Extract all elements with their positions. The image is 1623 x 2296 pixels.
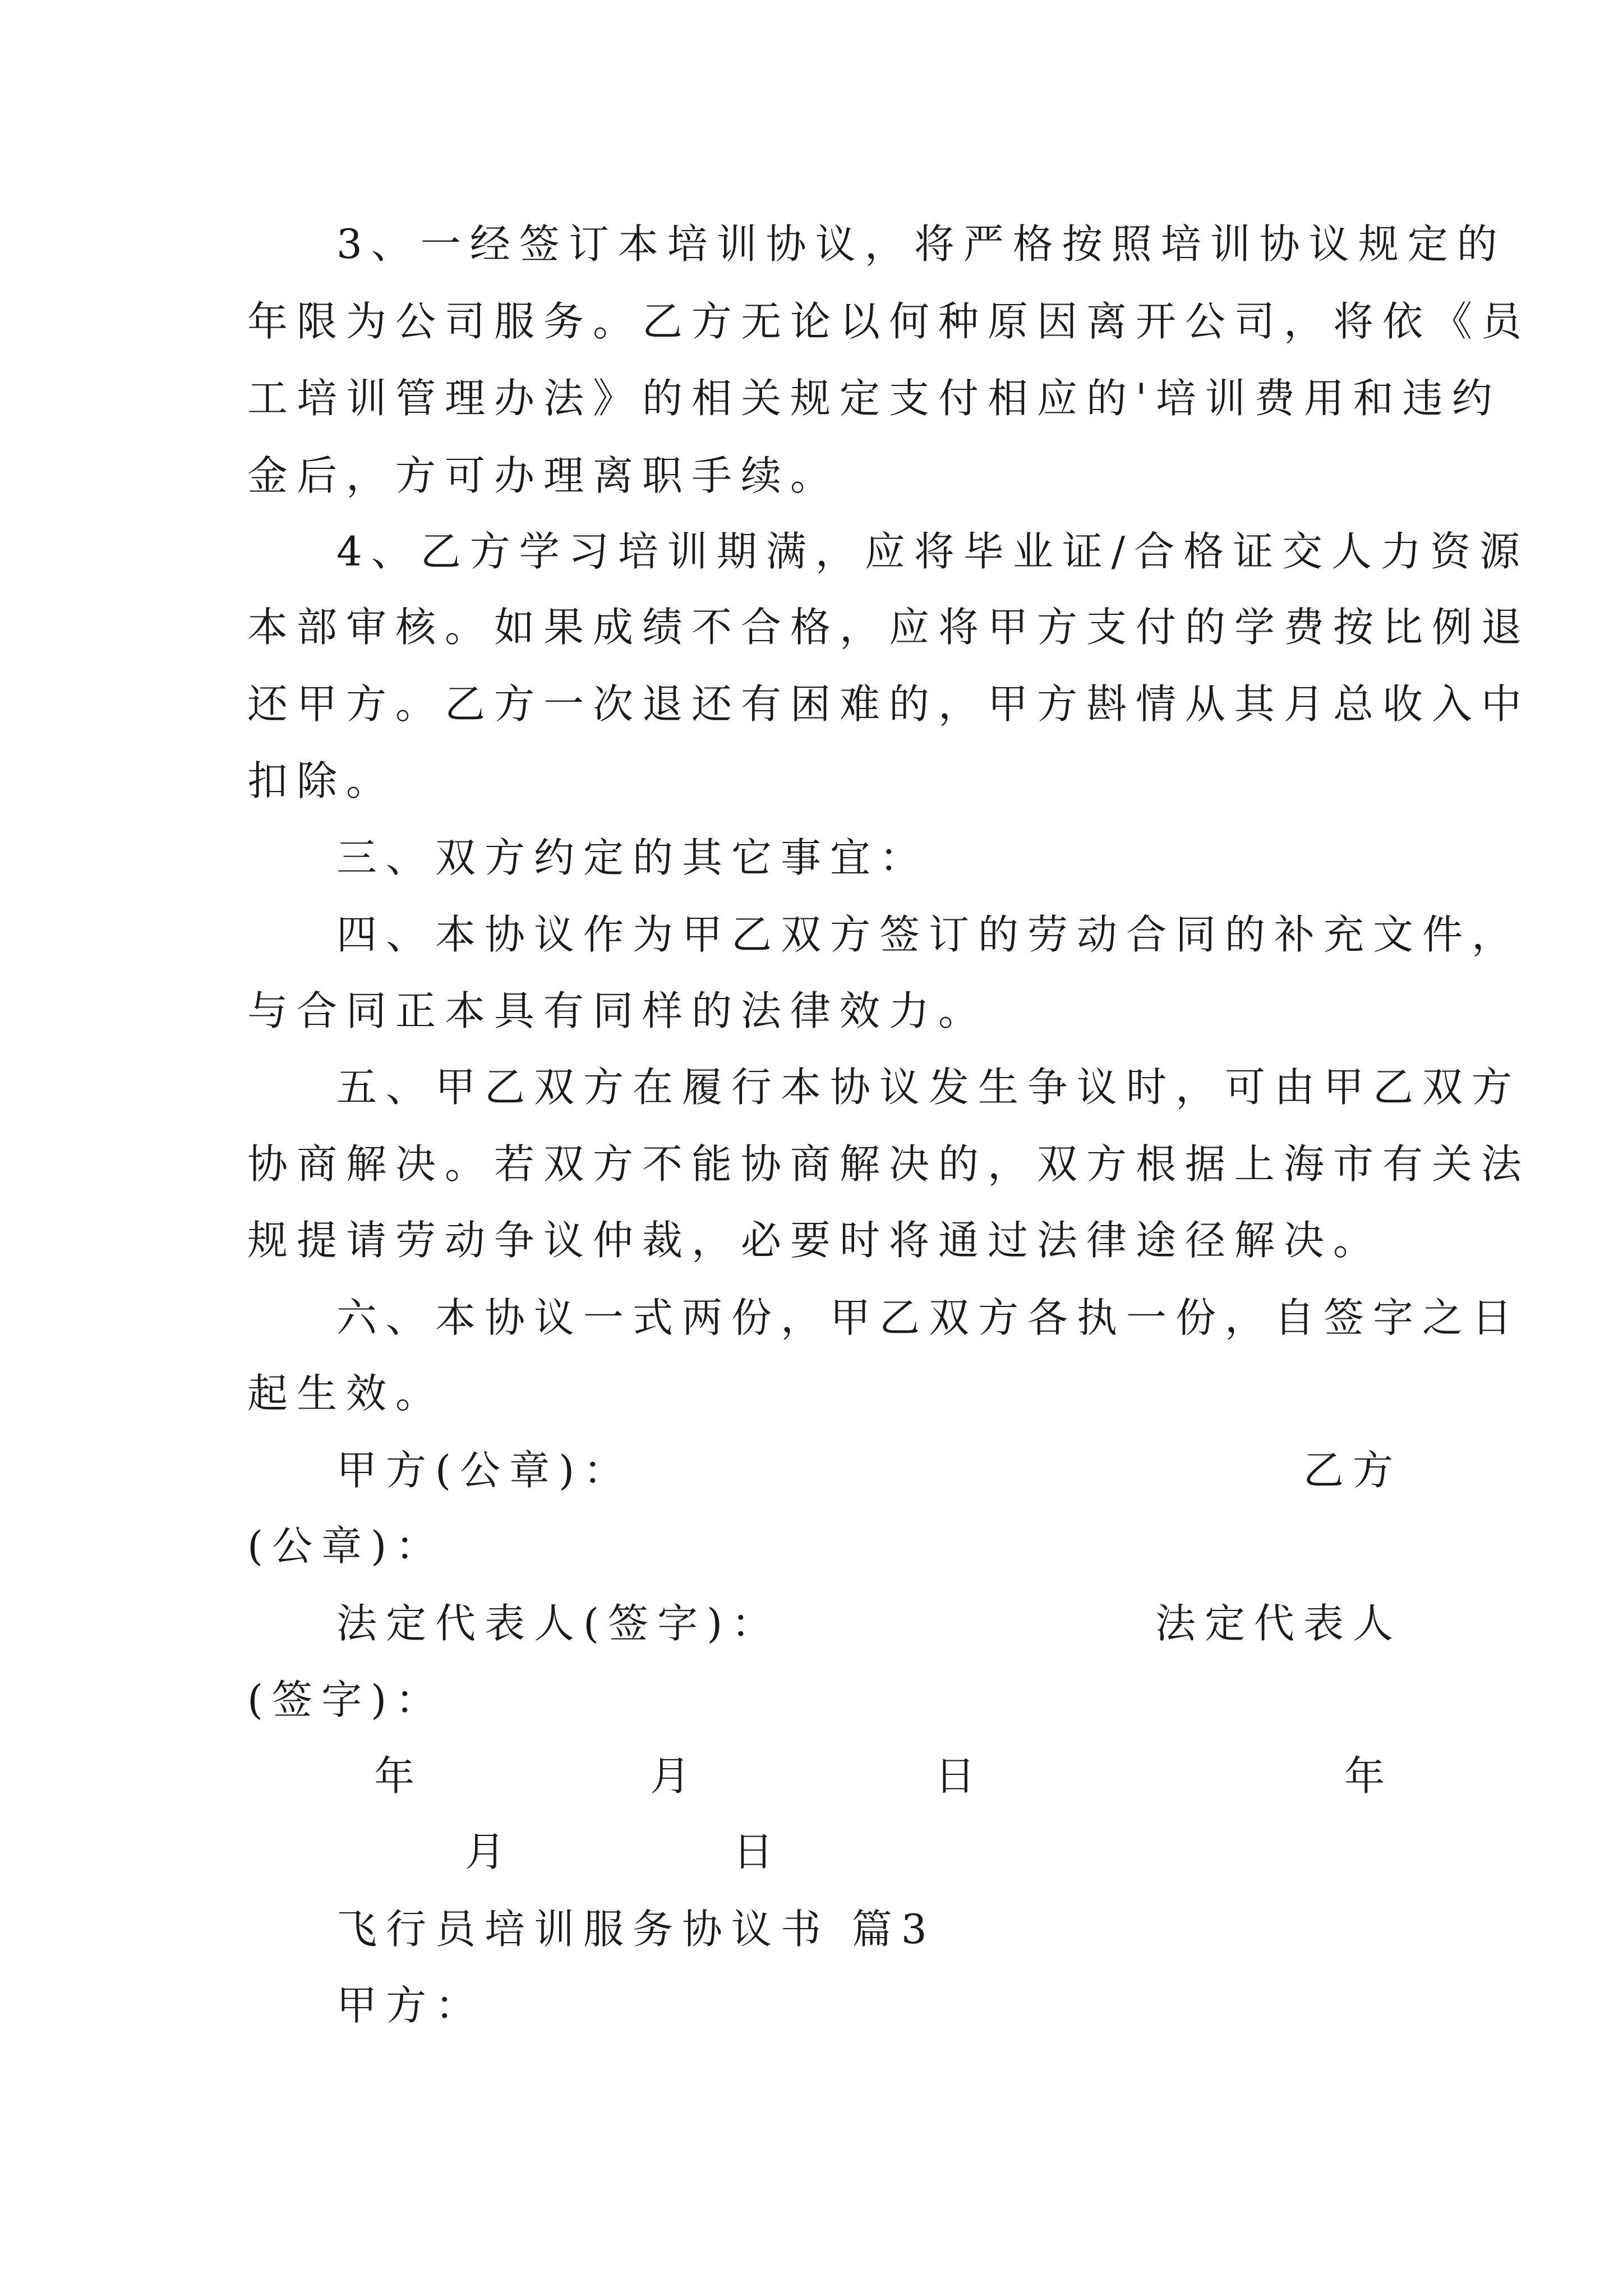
seal-row: [336, 1445, 1402, 1496]
clause-3-line-4: 金后，方可办理离职手续。: [247, 452, 840, 499]
section-5-line-1: 五、甲乙双方在履行本协议发生争议时，可由甲乙双方: [336, 1064, 1521, 1111]
clause-4-line-4: 扣除。: [247, 757, 396, 804]
clause-3-line-3: 工培训管理办法》的相关规定支付相应的'培训费用和违约: [247, 375, 1501, 422]
date-a-month: 月: [650, 1752, 700, 1800]
party-b-rep-label: 法定代表人: [1155, 1600, 1402, 1647]
clause-4-line-2: 本部审核。如果成绩不合格，应将甲方支付的学费按比例退: [247, 604, 1531, 651]
party-a-seal-label: 甲方(公章)：: [336, 1447, 633, 1494]
date-b-day: 日: [733, 1828, 783, 1875]
next-section-party-a: 甲方：: [336, 1982, 485, 2029]
section-3-heading: 三、双方约定的其它事宜：: [336, 834, 929, 881]
representative-row: [336, 1598, 1402, 1649]
party-b-seal-label: 乙方: [1303, 1447, 1402, 1494]
section-5-line-3: 规提请劳动争议仲裁，必要时将通过法律途径解决。: [247, 1217, 1383, 1264]
date-b-year: 年: [1344, 1752, 1394, 1800]
section-6-line-2: 起生效。: [247, 1370, 445, 1417]
clause-4-line-3: 还甲方。乙方一次退还有困难的，甲方斟情从其月总收入中: [247, 680, 1531, 728]
date-a-year: 年: [374, 1752, 424, 1800]
clause-4-line-1: 4、乙方学习培训期满，应将毕业证/合格证交人力资源: [336, 528, 1529, 575]
party-b-seal-label-cont: (公章)：: [247, 1522, 445, 1570]
section-6-line-1: 六、本协议一式两份，甲乙双方各执一份，自签字之日: [336, 1294, 1521, 1341]
section-4-line-1: 四、本协议作为甲乙双方签订的劳动合同的补充文件，: [336, 911, 1521, 958]
clause-3-line-2: 年限为公司服务。乙方无论以何种原因离开公司，将依《员: [247, 298, 1531, 345]
date-a-day: 日: [935, 1752, 985, 1800]
party-a-rep-label: 法定代表人(签字)：: [336, 1600, 781, 1647]
date-b-month: 月: [465, 1828, 515, 1875]
section-5-line-2: 协商解决。若双方不能协商解决的，双方根据上海市有关法: [247, 1140, 1531, 1188]
section-4-line-2: 与合同正本具有同样的法律效力。: [247, 987, 988, 1034]
clause-3-line-1: 3、一经签订本培训协议，将严格按照培训协议规定的: [336, 220, 1506, 268]
party-b-rep-label-cont: (签字)：: [247, 1676, 445, 1723]
next-section-title: 飞行员培训服务协议书 篇3: [336, 1906, 936, 1953]
